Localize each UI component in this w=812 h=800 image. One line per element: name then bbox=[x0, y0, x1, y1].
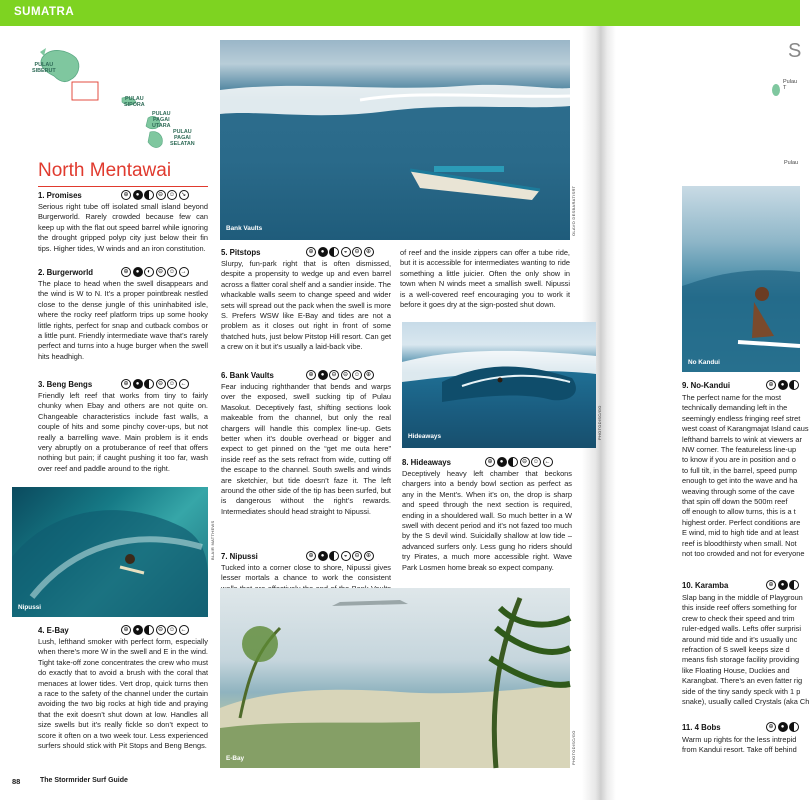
spot-text-5: Slurpy, fun-park right that is often dismissed, despite a propensity to wedge up and even barrel across a flatter coral shelf and a sandier inside. The whackable walls seem to change speed and wider sets will spread out the pack when the swell is more S. Prefers WSW like E-Bay and tides are not a problem as it closes out right in front of some thatched huts, just below Pitstop Hill resort. Can get a crew on it but it’s usually a laid-back vibe. bbox=[221, 259, 391, 352]
wave-direction-icon: ⊕ bbox=[121, 625, 131, 635]
photo-no-kandui bbox=[682, 186, 800, 372]
photo-caption-bank-vaults: Bank Vaults bbox=[226, 225, 263, 232]
region-title-rule bbox=[38, 186, 208, 187]
spot-icons-9 bbox=[766, 380, 799, 390]
photo-caption-hideaways: Hideaways bbox=[408, 433, 442, 440]
spot-text-1: Serious right tube off isolated small island beyond Burgerworld. Rarely crowded because few can keep up with the flat out speed barrel while ignoring the drought gripped polyp city just below their fin tips. Higher tides, W winds and an iron constitution. bbox=[38, 202, 208, 253]
crowd-icon: ☺ bbox=[532, 459, 540, 465]
spot-title-10: 10. Karamba bbox=[682, 581, 729, 590]
right-map-label-2: Pulau bbox=[784, 160, 799, 166]
section-header-bar bbox=[0, 0, 800, 26]
spot-title-8: 8. Hideaways bbox=[402, 458, 451, 467]
wave-direction-icon: ⊕ bbox=[766, 722, 776, 732]
skill-icon: ⊖ bbox=[156, 190, 166, 200]
reef-icon: ● bbox=[318, 247, 328, 257]
spot-text-2: The place to head when the swell disappears and the wind is W to N. It’s a proper pointbreak nestled close to the dense jungle of this uninhabited isle, where the rocky reef platform trips up some hooky little rights, perfect for snap and cutback combos or a little punt. Friendly intermediate wave that’s rarely perfect and turns into a huge burger when the swell hits headhigh. bbox=[38, 279, 208, 361]
tide-icon bbox=[329, 247, 339, 257]
spot-icons-6 bbox=[306, 370, 374, 380]
region-map bbox=[30, 36, 205, 154]
right-page bbox=[616, 26, 810, 800]
photo-credit-hideaways: PHOTODISC/GO bbox=[597, 405, 602, 440]
map-label-pagai-utara: PULAU PAGAI UTARA bbox=[152, 111, 171, 130]
tide-icon bbox=[789, 580, 799, 590]
skill-icon: ⊖ bbox=[156, 625, 166, 635]
skill-icon: ⊖ bbox=[520, 457, 530, 467]
spot-icons-3 bbox=[121, 379, 189, 389]
spot-title-7: 7. Nipussi bbox=[221, 552, 258, 561]
reef-icon: ● bbox=[133, 190, 143, 200]
hazard-icon: ← bbox=[544, 459, 551, 465]
right-map-label-1: Pulau T bbox=[783, 79, 798, 91]
reef-icon: ● bbox=[133, 625, 143, 635]
hazard-icon: ⊕ bbox=[364, 370, 374, 380]
hazard-icon: ⊕ bbox=[364, 551, 374, 561]
hazard-icon: ← bbox=[180, 381, 187, 387]
spot-text-7: Tucked into a corner close to shore, Nipussi gives lesser mortals a chance to work the consistent bbox=[221, 563, 391, 583]
spot-icons-1 bbox=[121, 190, 189, 200]
wave-direction-icon: ⊕ bbox=[766, 580, 776, 590]
spot-icons-8 bbox=[485, 457, 553, 467]
tide-icon bbox=[789, 722, 799, 732]
reef-icon: ● bbox=[497, 457, 507, 467]
photo-credit-nipussi: BLAIR MATTHEWS bbox=[210, 520, 215, 560]
spot-title-6: 6. Bank Vaults bbox=[221, 371, 274, 380]
map-label-sipora: PULAU SIPORA bbox=[124, 96, 145, 109]
spot-title-2: 2. Burgerworld bbox=[38, 268, 94, 277]
tide-icon bbox=[329, 551, 339, 561]
reef-icon: ● bbox=[778, 380, 788, 390]
photo-caption-ebay: E-Bay bbox=[226, 755, 245, 762]
photo-credit-ebay: PHOTODISC/GO bbox=[571, 730, 576, 765]
wave-direction-icon: ⊕ bbox=[306, 247, 316, 257]
crowd-icon: ☺ bbox=[168, 381, 176, 387]
tide-icon bbox=[508, 457, 518, 467]
photo-nipussi bbox=[12, 487, 208, 617]
right-page-heading-fragment: S bbox=[788, 40, 802, 62]
reef-icon: ● bbox=[133, 267, 143, 277]
spot-icons-10 bbox=[766, 580, 799, 590]
photo-ebay bbox=[220, 588, 570, 768]
reef-icon: ● bbox=[318, 370, 328, 380]
page-number: 88 bbox=[12, 777, 21, 786]
reef-icon: ● bbox=[318, 551, 328, 561]
spot-icons-4 bbox=[121, 625, 189, 635]
photo-credit-bank-vaults: OLAVO DESBARAT/SRT bbox=[571, 185, 576, 236]
spot-icons-7 bbox=[306, 551, 374, 561]
spot-icons-11 bbox=[766, 722, 799, 732]
tide-icon bbox=[144, 379, 154, 389]
map-label-siberut: PULAU SIBERUT bbox=[32, 62, 56, 75]
wave-direction-icon: ⊕ bbox=[306, 551, 316, 561]
right-map-island bbox=[772, 84, 780, 96]
spot-title-9: 9. No-Kandui bbox=[682, 381, 731, 390]
hazard-icon: ⊕ bbox=[364, 247, 374, 257]
spot-text-10: Slap bang in the middle of Playgroun this inside reef offers something for crew to check their speed and trim ruler-edged walls. Lefts offer surprisi around mid tide and it’s usually unc refraction of S swell keeps size d means fish storage facility providing like Floating House, Duckies and Karangbat. There’s an even fatter rig side of the tiny sandy speck with 1 p snake), usually called Crystals (aka Ch bbox=[682, 593, 810, 707]
skill-icon: ⊖ bbox=[341, 370, 351, 380]
photo-hideaways bbox=[402, 322, 596, 448]
skill-icon: ⊖ bbox=[156, 267, 166, 277]
spot-title-1: 1. Promises bbox=[38, 191, 82, 200]
photo-caption-nipussi: Nipussi bbox=[18, 604, 42, 611]
wave-direction-icon: ⊕ bbox=[766, 380, 776, 390]
spot-title-5: 5. Pitstops bbox=[221, 248, 261, 257]
crowd-icon: ☺ bbox=[168, 192, 176, 198]
tide-icon bbox=[144, 625, 154, 635]
spot-text-6: Fear inducing righthander that bends and warps over the exposed, swell sucking tip of Pulau Masokut. Deceptively fast, shifting sections look makeable from the channel, but only the real chargers will handle this complex line-up. Gets better when it’s double overhead or bigger and expect to get pinned on the “get me outa here” inside reef as the sets refract from wide, cutting off the escape to the channel. South swells and winds are sketchier, but tide doesn’t faze it. The left around the other side of the tip has been surfed, but is dangerous without the right’s rewards. Intermediates should head straight to Nipussi. bbox=[221, 382, 391, 516]
wave-direction-icon: ⊕ bbox=[121, 379, 131, 389]
skill-icon: ◒ bbox=[341, 247, 351, 257]
crowd-icon: ☺ bbox=[168, 627, 176, 633]
tide-icon bbox=[144, 190, 154, 200]
crowd-icon: ☺ bbox=[168, 269, 176, 275]
reef-icon: ● bbox=[778, 722, 788, 732]
spot-text-9: The perfect name for the most technically demanding left in the seemingly endless fringing reef stret west coast of Karangmajat Island caus lefthand barrels to wink at viewers ar NW corner. The featureless line-up to know if you are in position and o to full tilt, in the barrel, speed pump enough to get into the wave and ha weaving through some of the cave that spin off down the 500m reef off enough to allow turns, this is a t highest order. Perfect conditions are E wind, mid to high tide and at least reef is bloodthirsty when small. Not not too crowded and not for everyone bbox=[682, 393, 809, 559]
photo-caption-no-kandui: No Kandui bbox=[688, 359, 720, 366]
spot-title-11: 11. 4 Bobs bbox=[682, 723, 721, 732]
spot-icons-2 bbox=[121, 267, 189, 277]
spot-text-4: Lush, lefthand smoker with perfect form, especially when there’s more W in the swell and E in the wind. Tight take-off zone concentrates the crew who must do exactly that to avoid a brush with the coral that menaces at lower tides. Vert drop, quick turns then a race to the safety of the channel under the curtain avoiding the two big rocks at high tide and praying that the exit doesn’t shut down at low. Handles all size swells but it’s really fickle so don’t expect to score it often on a two week tour. Less experienced surfers should stick with Pit Stops and Beng Bengs. bbox=[38, 637, 208, 751]
crowd-icon: ☺ bbox=[353, 372, 361, 378]
crowd-icon: ⊖ bbox=[352, 247, 362, 257]
crowd-icon: ⊖ bbox=[352, 551, 362, 561]
skill-icon: ⊖ bbox=[156, 379, 166, 389]
spot-text-8: Deceptively heavy left chamber that beckons chargers into a bendy bowl section as perfect as any in the Ment’s. When it’s on, the drop is sharp and speed through the next section is required, ending in a shouldered wall. So much better in a W swell with decent period and it’s not fazed too much by the S devil wind. Suicidally shallow at low tide – advanced surfers only. Less gung ho riders should try Pirates, a much more accessible right. Wave Park Losmen home break so expect company. bbox=[402, 469, 572, 572]
hazard-icon: ← bbox=[180, 627, 187, 633]
spot-title-3: 3. Beng Bengs bbox=[38, 380, 93, 389]
photo-bank-vaults bbox=[220, 40, 570, 240]
wave-direction-icon: ⊕ bbox=[306, 370, 316, 380]
region-title: North Mentawai bbox=[38, 160, 172, 181]
tide-icon bbox=[789, 380, 799, 390]
book-title: The Stormrider Surf Guide bbox=[40, 777, 128, 784]
spot-icons-5 bbox=[306, 247, 374, 257]
tide-icon: ⊖ bbox=[329, 370, 339, 380]
wave-direction-icon: ⊕ bbox=[121, 190, 131, 200]
wave-direction-icon: ⊕ bbox=[485, 457, 495, 467]
spot-text-7-continued: of reef and the inside zippers can offer a tube ride, but it is accessible for intermediates wanting to ride something a little juicier. Often the only show in town when N winds meet a smallish swell. Nipussi is a well-covered reef encouraging you to work it before it goes dry at the sign-posted shut down. bbox=[400, 248, 570, 310]
spot-text-3: Friendly left reef that works from tiny to fairly chunky when Ebay and others are not quite on. Changeable characteristics include fast walls, a couple of hits and some pinchy cover-ups, but not really a barrelling wave. Main problem is it ends very abruptly on a protuberance of reef that offers nothing but pain; if caught pushing it too far, wash over reef and paddle around to the right. bbox=[38, 391, 208, 473]
hazard-icon: ↘ bbox=[179, 190, 189, 200]
reef-icon: ● bbox=[133, 379, 143, 389]
reef-icon: ● bbox=[778, 580, 788, 590]
spot-text-11: Warm up rights for the less intrepid from Kandui resort. Take off behind bbox=[682, 735, 797, 755]
map-label-pagai-selatan: PULAU PAGAI SELATAN bbox=[170, 129, 195, 148]
skill-icon: ◒ bbox=[341, 551, 351, 561]
wave-direction-icon: ⊕ bbox=[121, 267, 131, 277]
section-header-label: SUMATRA bbox=[14, 6, 75, 18]
tide-icon: ◐ bbox=[144, 267, 154, 277]
hazard-icon: → bbox=[180, 269, 187, 275]
spot-title-4: 4. E-Bay bbox=[38, 626, 69, 635]
